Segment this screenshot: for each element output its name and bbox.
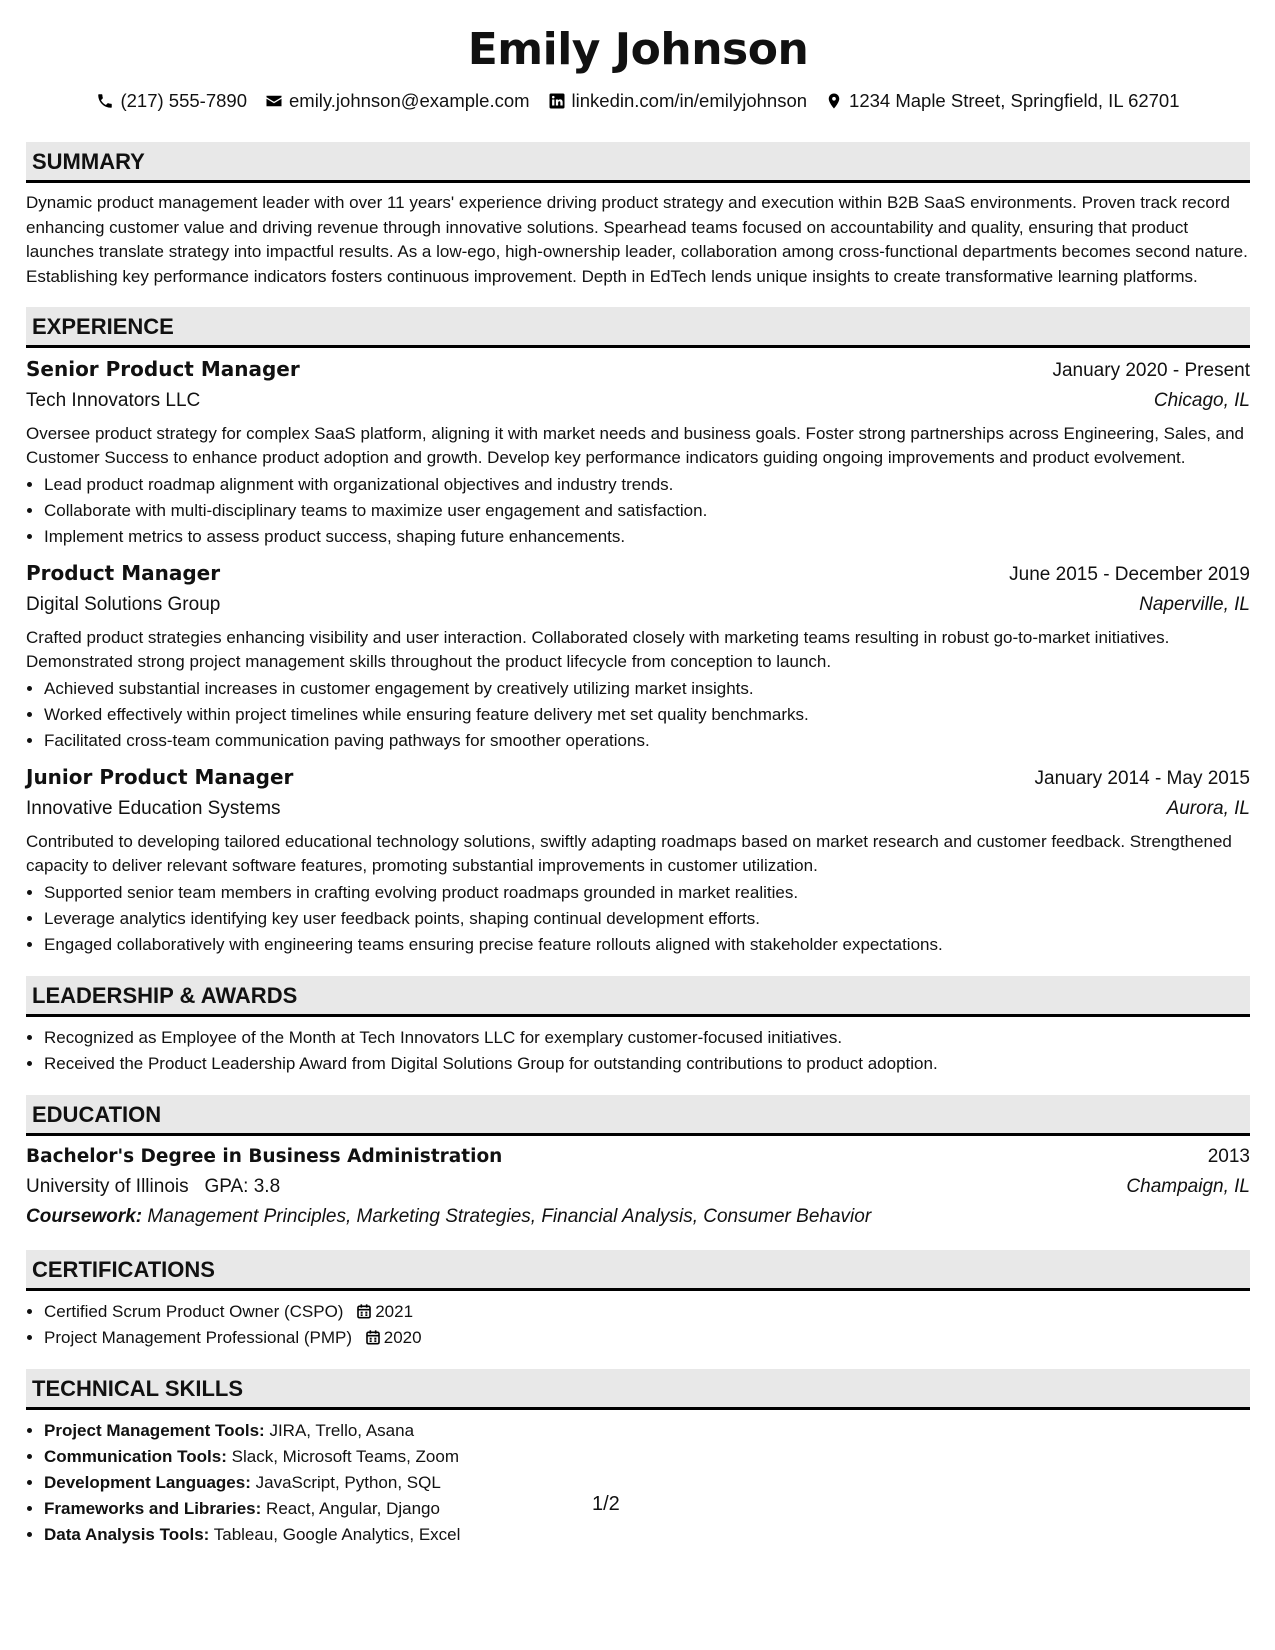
company-name: Innovative Education Systems: [26, 798, 281, 819]
job-location: Aurora, IL: [1166, 798, 1250, 819]
contact-linkedin[interactable]: [548, 90, 807, 112]
summary-section: [26, 142, 1250, 289]
skill-category: Frameworks and Libraries:: [44, 1499, 262, 1518]
linkedin-link[interactable]: linkedin.com/in/emilyjohnson: [571, 90, 808, 111]
job-entry: [26, 558, 1250, 754]
list-item: • Facilitated cross-team communication paving pathways for smoother operations.: [44, 728, 1250, 754]
list-item: • Received the Product Leadership Award from Digital Solutions Group for outstanding contributions to product adoption.: [44, 1051, 1250, 1077]
list-item: • Lead product roadmap alignment with organizational objectives and industry trends.: [44, 472, 1250, 498]
page-number: 1/2: [592, 1493, 620, 1515]
section-header-certifications: CERTIFICATIONS: [26, 1250, 1250, 1291]
skills-section: [26, 1369, 1250, 1548]
skill-category: Development Languages:: [44, 1473, 251, 1492]
job-description: Oversee product strategy for complex SaaS platform, aligning it with market needs and business goals. Foster strong partnerships across Engineering, Sales, and Customer Success to enhance product adoption and growth. Develop key performance indicators guiding ongoing improvements and product evolvement.: [26, 424, 1245, 467]
phone-icon: [96, 92, 114, 110]
resume-page: [26, 0, 1250, 1548]
candidate-name: Emily Johnson: [467, 24, 809, 75]
envelope-icon: [265, 92, 283, 110]
coursework-label: Coursework:: [26, 1206, 143, 1227]
contact-address: [825, 90, 1179, 112]
awards-section: [26, 976, 1250, 1077]
awards-list: [26, 1025, 1250, 1077]
list-item: • Achieved substantial increases in customer engagement by creatively utilizing market insights.: [44, 676, 1250, 702]
certification-name: Certified Scrum Product Owner (CSPO): [44, 1302, 344, 1321]
certifications-list: [26, 1299, 1250, 1351]
list-item: [44, 1418, 1250, 1444]
school-location: Champaign, IL: [1126, 1176, 1250, 1197]
list-item: [44, 1522, 1250, 1548]
coursework-line: [26, 1202, 1250, 1232]
job-bullets: [26, 472, 1250, 550]
list-item: [44, 1444, 1250, 1470]
list-item: [44, 1470, 1250, 1496]
skill-values: JavaScript, Python, SQL: [255, 1473, 441, 1492]
certification-name: Project Management Professional (PMP): [44, 1328, 353, 1347]
section-header-education: EDUCATION: [26, 1095, 1250, 1136]
list-item: • Collaborate with multi-disciplinary teams to maximize user engagement and satisfaction.: [44, 498, 1250, 524]
certification-year: 2020: [383, 1328, 422, 1347]
skill-values: Tableau, Google Analytics, Excel: [213, 1525, 461, 1544]
section-header-summary: SUMMARY: [26, 142, 1250, 183]
contact-phone: [96, 90, 247, 112]
section-header-experience: EXPERIENCE: [26, 307, 1250, 348]
job-entry: [26, 354, 1250, 550]
list-item: • Leverage analytics identifying key user feedback points, shaping continual development efforts.: [44, 906, 1250, 932]
calendar-icon: [356, 1303, 372, 1319]
certification-year: 2021: [375, 1302, 414, 1321]
list-item: [44, 1496, 1250, 1522]
job-title: Junior Product Manager: [26, 765, 294, 789]
map-pin-icon: [825, 92, 843, 110]
skills-list: [26, 1418, 1250, 1548]
school-line: [26, 1172, 280, 1202]
list-item: • Implement metrics to assess product success, shaping future enhancements.: [44, 524, 1250, 550]
graduation-year: 2013: [1207, 1146, 1250, 1167]
job-entry: [26, 762, 1250, 958]
calendar-icon: [365, 1329, 381, 1345]
job-location: Chicago, IL: [1153, 390, 1250, 411]
coursework-list: Management Principles, Marketing Strategies, Financial Analysis, Consumer Behavior: [147, 1206, 872, 1227]
list-item: • Supported senior team members in crafting evolving product roadmaps grounded in market realities.: [44, 880, 1250, 906]
company-name: Digital Solutions Group: [26, 594, 221, 615]
list-item: • Worked effectively within project timelines while ensuring feature delivery met set quality benchmarks.: [44, 702, 1250, 728]
job-bullets: [26, 676, 1250, 754]
school-name: University of Illinois: [26, 1176, 189, 1197]
job-dates: January 2014 - May 2015: [1034, 768, 1250, 789]
summary-text: Dynamic product management leader with over 11 years' experience driving product strategy and execution within B2B SaaS environments. Proven track record enhancing customer value and driving revenue through innovative solutions. Spearhead teams focused on accountability and quality, ensuring that product launches translate strategy into impactful results. As a low-ego, high-ownership leader, collaboration among cross-functional departments becomes second nature. Establishing key performance indicators fosters continuous improvement. Depth in EdTech lends unique insights to create transformative learning platforms.: [26, 193, 1248, 286]
skill-values: JIRA, Trello, Asana: [269, 1421, 415, 1440]
email-link[interactable]: emily.johnson@example.com: [289, 90, 530, 111]
linkedin-icon: [548, 92, 566, 110]
skill-values: Slack, Microsoft Teams, Zoom: [231, 1447, 459, 1466]
job-dates: June 2015 - December 2019: [1009, 564, 1250, 585]
phone-number: (217) 555-7890: [120, 90, 247, 111]
contact-email[interactable]: [265, 90, 530, 112]
company-name: Tech Innovators LLC: [26, 390, 201, 411]
gpa: GPA: 3.8: [204, 1176, 281, 1197]
list-item: [44, 1325, 1250, 1351]
experience-section: [26, 307, 1250, 958]
skill-category: Data Analysis Tools:: [44, 1525, 210, 1544]
list-item: • Recognized as Employee of the Month at Tech Innovators LLC for exemplary customer-focused initiatives.: [44, 1025, 1250, 1051]
skill-values: React, Angular, Django: [266, 1499, 440, 1518]
job-description: Contributed to developing tailored educational technology solutions, swiftly adapting roadmaps based on market research and customer feedback. Strengthened capacity to deliver relevant software features, promoting substantial improvements in customer utilization.: [26, 832, 1232, 875]
skill-category: Project Management Tools:: [44, 1421, 265, 1440]
contact-bar: [26, 90, 1250, 112]
list-item: • Engaged collaboratively with engineering teams ensuring precise feature rollouts aligned with stakeholder expectations.: [44, 932, 1250, 958]
list-item: [44, 1299, 1250, 1325]
job-bullets: [26, 880, 1250, 958]
job-description: Crafted product strategies enhancing visibility and user interaction. Collaborated closely with marketing teams resulting in robust go-to-market initiatives. Demonstrated strong project management skills throughout the product lifecycle from conception to launch.: [26, 628, 1170, 671]
job-title: Senior Product Manager: [26, 357, 300, 381]
job-dates: January 2020 - Present: [1052, 360, 1250, 381]
certifications-section: [26, 1250, 1250, 1351]
skill-category: Communication Tools:: [44, 1447, 227, 1466]
job-location: Naperville, IL: [1139, 594, 1250, 615]
degree-title: Bachelor's Degree in Business Administration: [26, 1146, 503, 1167]
section-header-skills: TECHNICAL SKILLS: [26, 1369, 1250, 1410]
section-header-awards: LEADERSHIP & AWARDS: [26, 976, 1250, 1017]
education-section: [26, 1095, 1250, 1232]
job-title: Product Manager: [26, 561, 221, 585]
address-text: 1234 Maple Street, Springfield, IL 62701: [849, 90, 1180, 111]
